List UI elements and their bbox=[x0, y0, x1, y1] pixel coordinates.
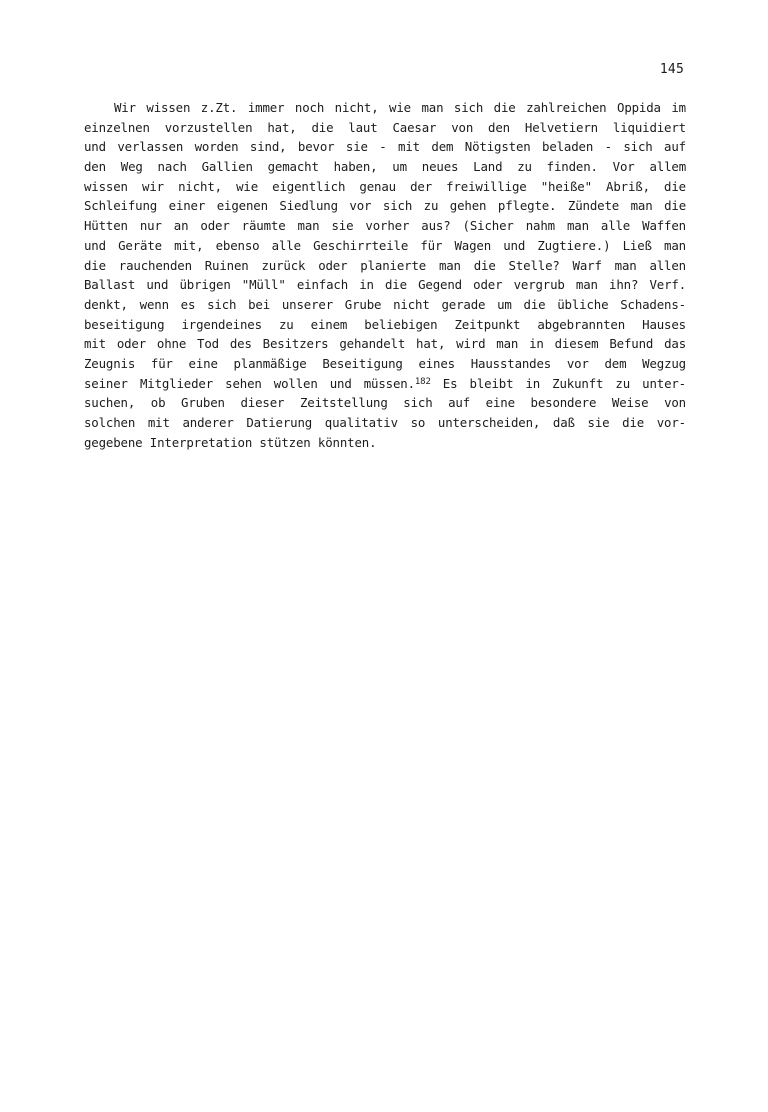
text-line: mit oder ohne Tod des Besitzers gehandelt hat, wird man in diesem Befund das bbox=[84, 336, 686, 352]
text-line: solchen mit anderer Datierung qualitativ so unterscheiden, daß sie die vor- bbox=[84, 415, 686, 430]
text-line: den Weg nach Gallien gemacht haben, um neues Land zu finden. Vor allem bbox=[84, 159, 686, 175]
text-line: die rauchenden Ruinen zurück oder planierte man die Stelle? Warf man allen bbox=[84, 257, 686, 273]
text-line: wissen wir nicht, wie eigentlich genau der freiwillige "heiße" Abriß, die bbox=[84, 178, 686, 194]
text-line: Hütten nur an oder räumte man sie vorher aus? (Sicher nahm man alle Waffen bbox=[84, 218, 686, 234]
footnote-reference: 182 bbox=[414, 376, 431, 387]
text-segment: Es bleibt in Zukunft zu unter- bbox=[430, 375, 686, 391]
text-line: Ballast und übrigen "Müll" einfach in die Gegend oder vergrub man ihn? Verf. bbox=[84, 277, 686, 293]
text-line: Zeugnis für eine planmäßige Beseitigung eines Hausstandes vor dem Wegzug bbox=[84, 355, 686, 371]
text-segment: seiner Mitglieder sehen wollen und müssen. bbox=[84, 375, 415, 391]
text-line: einzelnen vorzustellen hat, die laut Caesar von den Helvetiern liquidiert bbox=[84, 119, 686, 135]
body-paragraph bbox=[84, 98, 686, 452]
text-line: Schleifung einer eigenen Siedlung vor sich zu gehen pflegte. Zündete man die bbox=[84, 198, 686, 214]
text-line: und Geräte mit, ebenso alle Geschirrteile für Wagen und Zugtiere.) Ließ man bbox=[84, 237, 686, 253]
text-line: und verlassen worden sind, bevor sie - mit dem Nötigsten beladen - sich auf bbox=[84, 139, 686, 155]
text-line: beseitigung irgendeines zu einem beliebigen Zeitpunkt abgebrannten Hauses bbox=[84, 316, 686, 332]
text-line: denkt, wenn es sich bei unserer Grube nicht gerade um die übliche Schadens- bbox=[84, 296, 686, 312]
text-line: gegebene Interpretation stützen könnten. bbox=[84, 434, 377, 450]
text-line: Wir wissen z.Zt. immer noch nicht, wie man sich die zahlreichen Oppida im bbox=[114, 100, 686, 115]
page-number: 145 bbox=[659, 62, 684, 77]
text-line-with-footnote bbox=[84, 374, 686, 394]
text-line: suchen, ob Gruben dieser Zeitstellung sich auf eine besondere Weise von bbox=[84, 395, 686, 411]
